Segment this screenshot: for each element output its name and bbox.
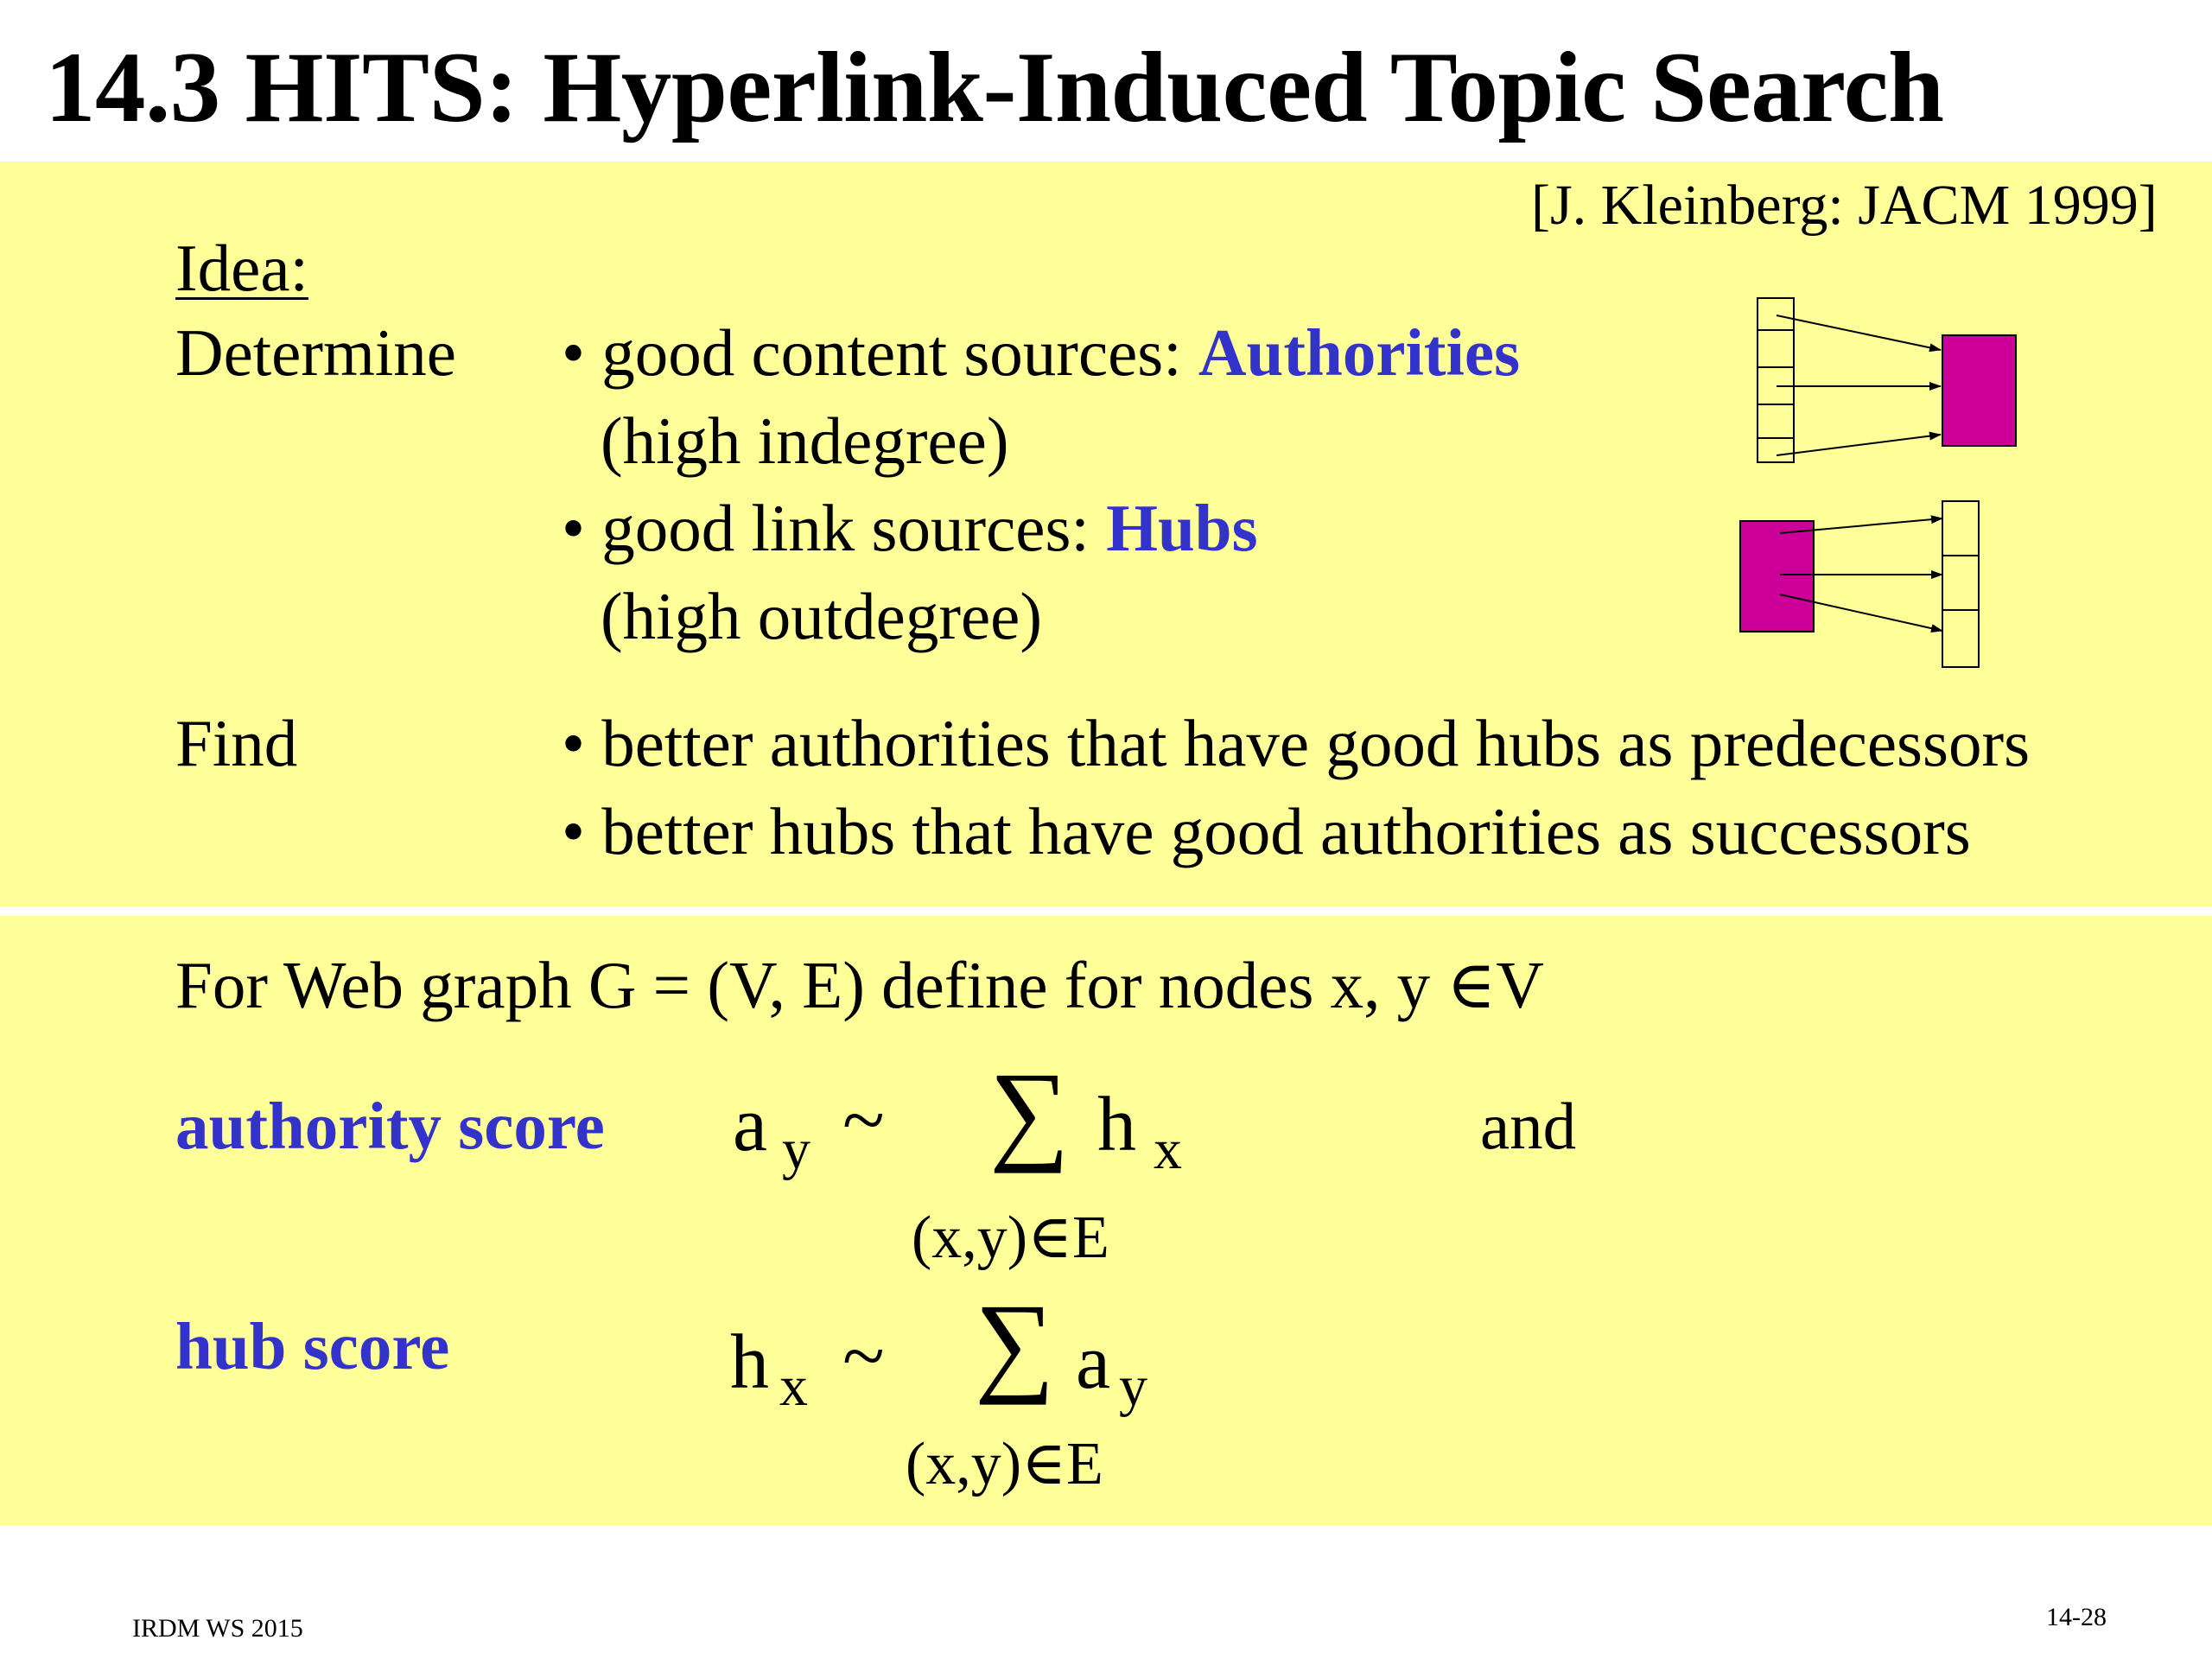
- hub-lhs-subscript: x: [779, 1355, 808, 1418]
- idea-heading: Idea:: [175, 231, 308, 305]
- authority-lhs: a: [733, 1082, 767, 1167]
- slide-title: 14.3 HITS: Hyperlink-Induced Topic Search: [45, 32, 1944, 143]
- authority-lhs-subscript: y: [782, 1118, 810, 1181]
- graph-definition: For Web graph G = (V, E) define for nodes x, y ∈V: [175, 948, 1545, 1022]
- hub-score-label: hub score: [175, 1309, 450, 1383]
- authority-diagram: [1745, 294, 2022, 467]
- hub-sum-term-subscript: y: [1119, 1355, 1147, 1418]
- bullet-hubs-text: • good link sources:: [562, 491, 1107, 565]
- determine-label: Determine: [175, 315, 456, 390]
- hubs-note: (high outdegree): [601, 579, 1042, 653]
- authority-sum-term: h: [1097, 1082, 1136, 1167]
- hubs-term: Hubs: [1106, 491, 1258, 565]
- find-bullet-hubs: • better hubs that have good authorities as successors: [562, 794, 1971, 868]
- hub-sum-term: a: [1076, 1319, 1110, 1405]
- authority-sum-symbol: ∑: [989, 1050, 1070, 1174]
- authority-score-label: authority score: [175, 1089, 605, 1163]
- authority-tilde: ~: [842, 1077, 885, 1163]
- authorities-note: (high indegree): [601, 404, 1009, 478]
- authority-node: [1942, 335, 2016, 446]
- bullet-hubs: [562, 491, 1258, 565]
- hub-sum-range: (x,y)∈E: [906, 1431, 1103, 1497]
- authority-sum-range: (x,y)∈E: [912, 1205, 1109, 1271]
- authority-sum-term-subscript: x: [1154, 1118, 1182, 1181]
- find-bullet-authorities: • better authorities that have good hubs as predecessors: [562, 706, 2031, 780]
- find-label: Find: [175, 706, 298, 780]
- bullet-authorities: [562, 315, 1521, 390]
- citation: [J. Kleinberg: JACM 1999]: [1531, 174, 2158, 237]
- bullet-authorities-text: • good content sources:: [562, 315, 1198, 390]
- target-page-box: [1942, 501, 1979, 667]
- and-connector: and: [1480, 1089, 1577, 1163]
- hub-diagram: [1728, 497, 2005, 670]
- footer-page-number: 14-28: [2046, 1603, 2107, 1631]
- footer-course: IRDM WS 2015: [132, 1614, 303, 1643]
- hub-sum-symbol: ∑: [975, 1281, 1055, 1406]
- hub-node: [1740, 521, 1814, 632]
- hub-tilde: ~: [842, 1313, 885, 1399]
- authorities-term: Authorities: [1198, 315, 1521, 390]
- hub-lhs: h: [730, 1319, 769, 1405]
